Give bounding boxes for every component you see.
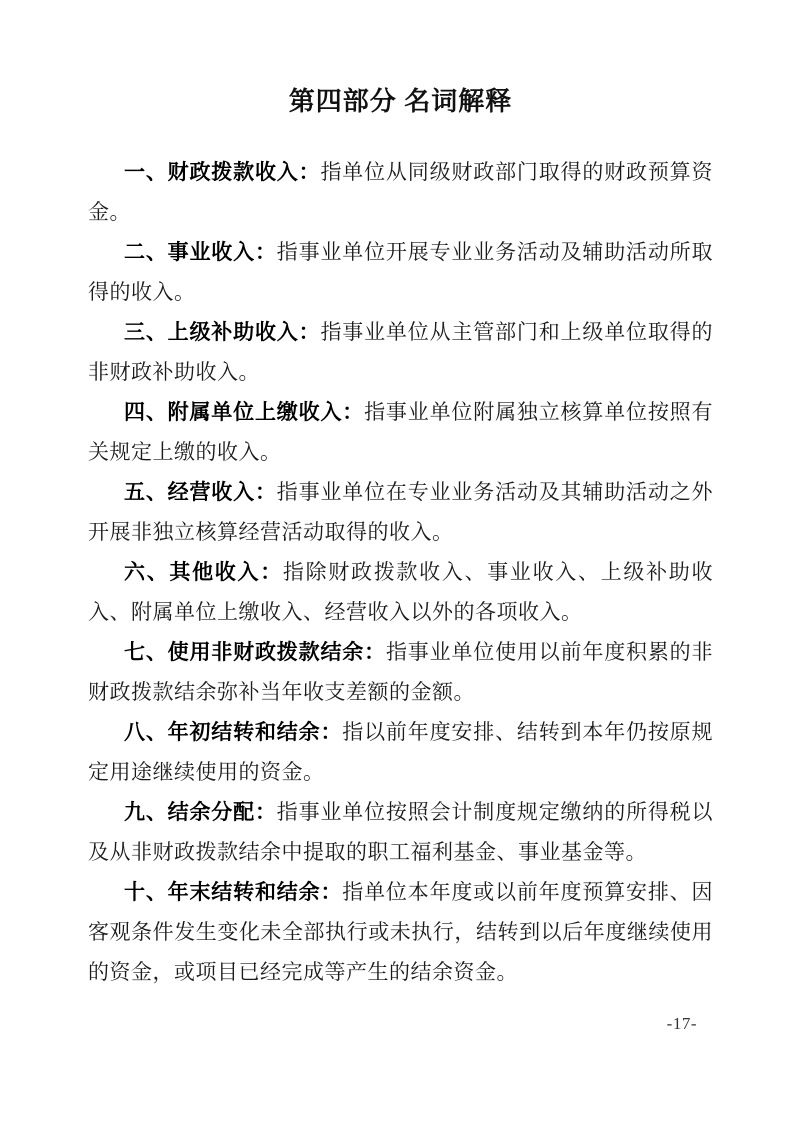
term-label: 九、结余分配： (124, 800, 277, 824)
term-definition: 指事业单位开展专业业务活动及辅助活动所取得的收入。 (88, 240, 714, 304)
term-definition: 指以前年度安排、结转到本年仍按原规定用途继续使用的资金。 (88, 720, 714, 784)
term-label: 十、年末结转和结余： (124, 880, 343, 904)
page-number: -17- (666, 1014, 697, 1033)
term-item (88, 792, 713, 872)
term-label: 四、附属单位上缴收入： (124, 400, 365, 424)
terms-list (88, 152, 713, 992)
term-item (88, 152, 713, 232)
term-label: 二、事业收入： (124, 240, 277, 264)
term-definition: 指事业单位按照会计制度规定缴纳的所得税以及从非财政拨款结余中提取的职工福利基金、事业基金等。 (88, 800, 714, 864)
term-item (88, 472, 713, 552)
term-item (88, 632, 713, 712)
page-title: 第四部分 名词解释 (288, 87, 513, 116)
term-item (88, 232, 713, 312)
term-item (88, 392, 713, 472)
term-label: 一、财政拨款收入： (124, 160, 321, 184)
term-item (88, 552, 713, 632)
term-label: 八、年初结转和结余： (124, 720, 343, 744)
term-item (88, 312, 713, 392)
term-definition: 指单位从同级财政部门取得的财政预算资金。 (88, 160, 714, 224)
term-label: 五、经营收入： (124, 480, 277, 504)
term-label: 三、上级补助收入： (124, 320, 321, 344)
term-definition: 指事业单位在专业业务活动及其辅助活动之外开展非独立核算经营活动取得的收入。 (88, 480, 714, 544)
term-label: 六、其他收入： (124, 560, 283, 584)
term-definition: 指事业单位使用以前年度积累的非财政拨款结余弥补当年收支差额的金额。 (88, 640, 714, 704)
term-definition: 指事业单位附属独立核算单位按照有关规定上缴的收入。 (88, 400, 714, 464)
term-definition: 指除财政拨款收入、事业收入、上级补助收入、附属单位上缴收入、经营收入以外的各项收入。 (88, 560, 714, 624)
document-page (88, 78, 713, 992)
term-label: 七、使用非财政拨款结余： (124, 640, 386, 664)
term-item (88, 712, 713, 792)
term-definition: 指事业单位从主管部门和上级单位取得的非财政补助收入。 (88, 320, 714, 384)
term-definition: 指单位本年度或以前年度预算安排、因客观条件发生变化未全部执行或未执行，结转到以后年度继续使用的资金，或项目已经完成等产生的结余资金。 (88, 880, 714, 984)
term-item (88, 872, 713, 992)
